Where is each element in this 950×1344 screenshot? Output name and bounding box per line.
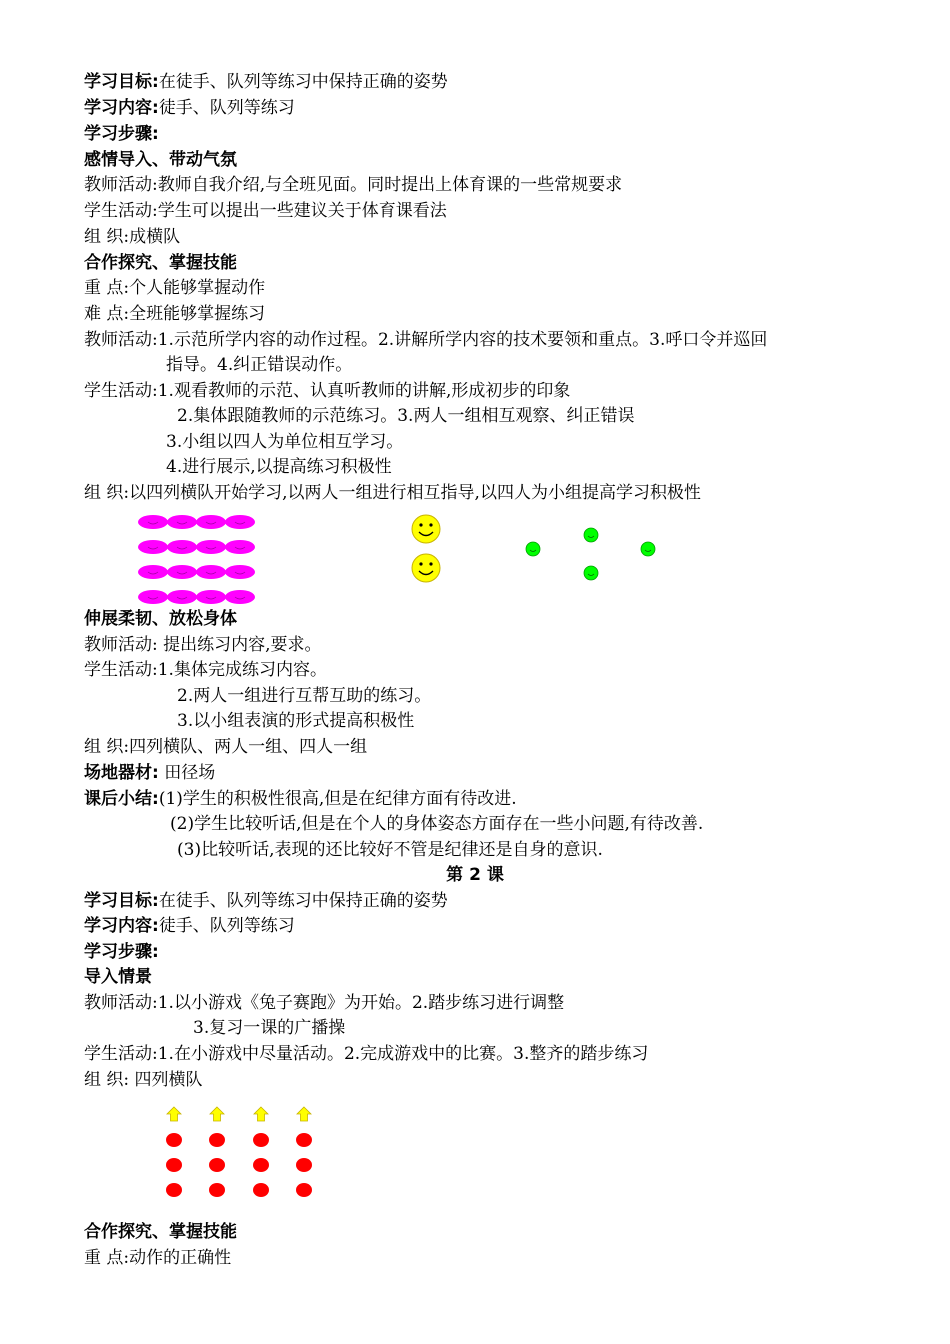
- organization: 组 织:成横队: [84, 227, 181, 247]
- venue-text: 田径场: [158, 763, 216, 783]
- steps-label: 学习步骤:: [84, 124, 159, 144]
- student-activity-4: 4.进行展示,以提高练习积极性: [166, 457, 392, 477]
- red-student-mark: [166, 1133, 182, 1147]
- teacher-activity-5: 3.复习一课的广播操: [193, 1018, 346, 1038]
- teacher-activity-3: 教师活动: 提出练习内容,要求。: [84, 635, 322, 655]
- red-student-mark: [296, 1183, 312, 1197]
- red-student-mark: [253, 1183, 269, 1197]
- red-student-mark: [166, 1158, 182, 1172]
- student-activity-6: 2.两人一组进行互帮互助的练习。: [177, 686, 432, 706]
- teacher-activity-2: 指导。4.纠正错误动作。: [166, 355, 353, 375]
- red-student-mark: [296, 1158, 312, 1172]
- organization-3: 组 织:四列横队、两人一组、四人一组: [84, 737, 368, 757]
- goal-text: 在徒手、队列等练习中保持正确的姿势: [158, 72, 448, 92]
- lesson-2-title: 第 2 课: [446, 865, 504, 885]
- key-point: 重 点:个人能够掌握动作: [84, 278, 266, 298]
- organization-4: 组 织: 四列横队: [84, 1070, 203, 1090]
- section-title-intro: 感情导入、带动气氛: [84, 150, 237, 170]
- student-activity-5: 学生活动:1.集体完成练习内容。: [84, 660, 327, 680]
- red-student-mark: [209, 1183, 225, 1197]
- red-student-mark: [209, 1158, 225, 1172]
- teacher-activity-4: 教师活动:1.以小游戏《兔子赛跑》为开始。2.踏步练习进行调整: [84, 993, 565, 1013]
- up-arrow-icon: [210, 1107, 224, 1121]
- teacher-activity: 教师活动:教师自我介绍,与全班见面。同时提出上体育课的一些常规要求: [84, 175, 623, 195]
- content-label: 学习内容:: [84, 98, 159, 118]
- content-text-2: 徒手、队列等练习: [158, 916, 295, 936]
- summary-text-3: (3)比较听话,表现的还比较好不管是纪律还是自身的意识.: [177, 840, 603, 860]
- student-activity-3: 3.小组以四人为单位相互学习。: [166, 432, 404, 452]
- goal-label-2: 学习目标:: [84, 891, 159, 911]
- section-title-explore: 合作探究、掌握技能: [84, 253, 237, 273]
- summary-label: 课后小结:: [84, 789, 159, 809]
- goal-text-2: 在徒手、队列等练习中保持正确的姿势: [158, 891, 448, 911]
- teacher-activity-1: 教师活动:1.示范所学内容的动作过程。2.讲解所学内容的技术要领和重点。3.呼口令并巡回: [84, 330, 768, 350]
- up-arrow-icon: [297, 1107, 311, 1121]
- key-point-2: 重 点:动作的正确性: [84, 1248, 232, 1268]
- student-activity-2: 2.集体跟随教师的示范练习。3.两人一组相互观察、纠正错误: [177, 406, 635, 426]
- red-student-mark: [253, 1133, 269, 1147]
- red-student-mark: [166, 1183, 182, 1197]
- red-student-mark: [253, 1158, 269, 1172]
- goal-label: 学习目标:: [84, 72, 159, 92]
- venue-label: 场地器材:: [84, 763, 159, 783]
- difficult-point: 难 点:全班能够掌握练习: [84, 304, 266, 324]
- content-label-2: 学习内容:: [84, 916, 159, 936]
- red-student-mark: [296, 1133, 312, 1147]
- student-activity-1: 学生活动:1.观看教师的示范、认真听教师的讲解,形成初步的印象: [84, 381, 571, 401]
- section-title-stretch: 伸展柔韧、放松身体: [84, 609, 237, 629]
- summary-text-2: (2)学生比较听话,但是在个人的身体姿态方面存在一些小问题,有待改善.: [170, 814, 704, 834]
- summary-text-1: (1)学生的积极性很高,但是在纪律方面有待改进.: [158, 789, 517, 809]
- student-activity-7: 3.以小组表演的形式提高积极性: [177, 711, 415, 731]
- red-student-mark: [209, 1133, 225, 1147]
- steps-label-2: 学习步骤:: [84, 942, 159, 962]
- section-title-scene: 导入情景: [84, 967, 152, 987]
- content-text: 徒手、队列等练习: [158, 98, 295, 118]
- student-activity: 学生活动:学生可以提出一些建议关于体育课看法: [84, 201, 447, 221]
- up-arrow-icon: [254, 1107, 268, 1121]
- section-title-explore-2: 合作探究、掌握技能: [84, 1222, 237, 1242]
- up-arrow-icon: [167, 1107, 181, 1121]
- organization-2: 组 织:以四列横队开始学习,以两人一组进行相互指导,以四人为小组提高学习积极性: [84, 483, 701, 503]
- student-activity-8: 学生活动:1.在小游戏中尽量活动。2.完成游戏中的比赛。3.整齐的踏步练习: [84, 1044, 649, 1064]
